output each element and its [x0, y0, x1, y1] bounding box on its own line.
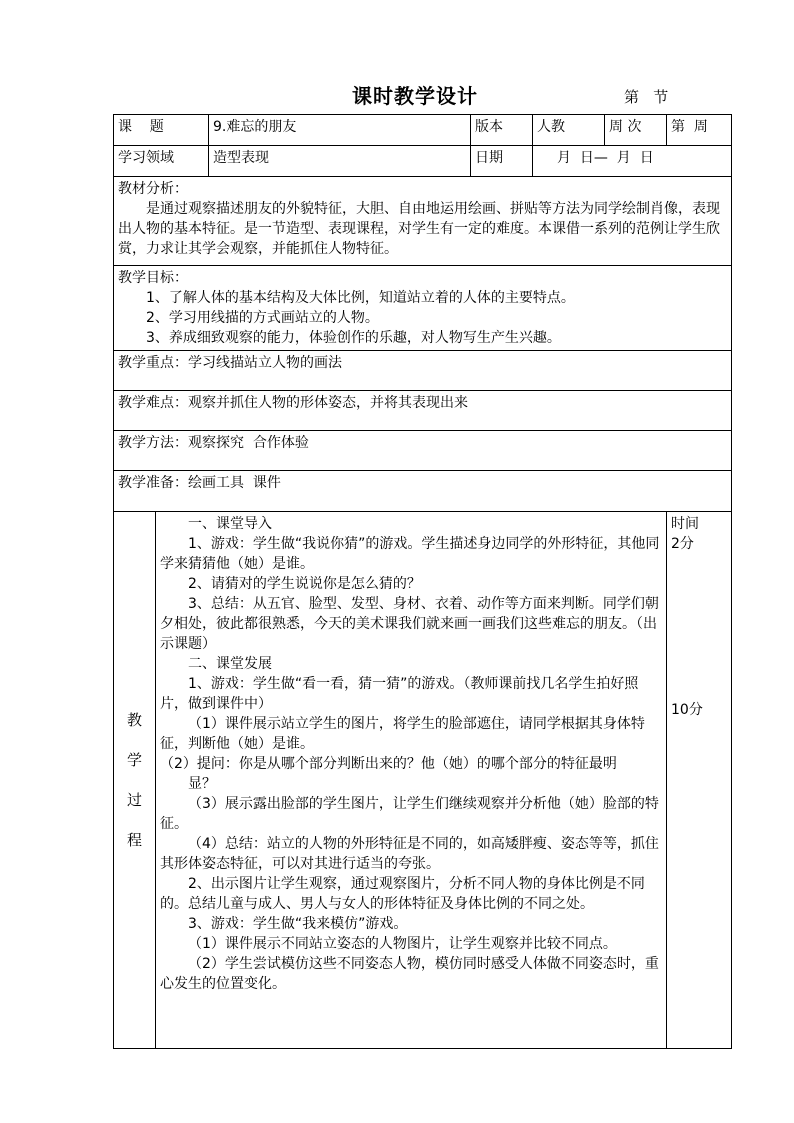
process-row	[114, 512, 732, 1049]
process-line: （2）学生尝试模仿这些不同姿态人物，模仿同时感受人体做不同姿态时，重心发生的位置变化。	[160, 956, 659, 992]
objective-item: 2、学习用线描的方式画站立的人物。	[146, 310, 379, 326]
time-value-1: 2分	[671, 536, 694, 552]
objectives-heading: 教学目标：	[118, 270, 188, 286]
process-label-char: 教	[126, 711, 142, 729]
analysis-row	[114, 177, 732, 266]
version-label: 版本	[471, 115, 533, 146]
objective-item: 3、养成细致观察的能力，体验创作的乐趣，对人物写生产生兴趣。	[146, 330, 561, 346]
key-point: 教学重点：学习线描站立人物的画法	[114, 351, 732, 391]
process-label	[114, 512, 156, 1049]
process-label-char: 学	[126, 751, 142, 769]
analysis-heading: 教材分析：	[118, 181, 188, 197]
process-line: 2、出示图片让学生观察，通过观察图片，分析不同人物的身体比例是不同的。总结儿童与成人、男人与女人的形体特征及身体比例的不同之处。	[160, 876, 645, 912]
process-line: 1、游戏：学生做“我说你猜”的游戏。学生描述身边同学的外形特征，其他同学来猜猜他（她）是谁。	[160, 536, 660, 572]
analysis-text: 是通过观察描述朋友的外貌特征，大胆、自由地运用绘画、拼贴等方法为同学绘制肖像，表现出人物的基本特征。是一节造型、表现课程，对学生有一定的难度。本课借一系列的范例让学生欣赏，力求让其学会观察，并能抓住人物特征。	[118, 201, 720, 257]
objective-item: 1、了解人体的基本结构及大体比例，知道站立着的人体的主要特点。	[146, 290, 575, 306]
process-line: 显？	[188, 776, 216, 792]
topic-label: 课 题	[114, 115, 209, 146]
date-value: 月 日— 月 日	[533, 146, 732, 177]
preparation-row	[114, 471, 732, 512]
key-point-row	[114, 351, 732, 391]
process-line: （1）课件展示不同站立姿态的人物图片，让学生观察并比较不同点。	[188, 936, 617, 952]
time-header: 时间	[671, 516, 699, 532]
version-value: 人教	[533, 115, 605, 146]
domain-label: 学习领域	[114, 146, 209, 177]
time-value-2: 10分	[671, 702, 703, 718]
process-line: 2、请猜对的学生说说你是怎么猜的？	[188, 576, 421, 592]
process-line: 二、课堂发展	[188, 656, 272, 672]
document-title: 课时教学设计	[352, 84, 478, 108]
process-line: （3）展示露出脸部的学生图片，让学生们继续观察并分析他（她）脸部的特征。	[160, 796, 659, 832]
process-line: （2）提问：你是从哪个部分判断出来的？他（她）的哪个部分的特征最明	[160, 756, 617, 772]
process-line: （4）总结：站立的人物的外形特征是不同的，如高矮胖瘦、姿态等等，抓住其形体姿态特征，可以对其进行适当的夸张。	[160, 836, 659, 872]
time-column	[667, 512, 732, 1049]
method-row	[114, 431, 732, 471]
week-value: 第 周	[667, 115, 732, 146]
process-line: 一、课堂导入	[188, 516, 272, 532]
lesson-plan-table	[113, 114, 732, 1049]
process-line: 3、游戏：学生做“我来模仿”游戏。	[188, 916, 408, 932]
preparation: 教学准备：绘画工具 课件	[114, 471, 732, 512]
process-line: 1、游戏：学生做“看一看，猜一猜”的游戏。（教师课前找几名学生拍好照片，做到课件中）	[160, 676, 639, 712]
section-label: 第 节	[624, 88, 669, 106]
topic-row	[114, 115, 732, 146]
method: 教学方法：观察探究 合作体验	[114, 431, 732, 471]
process-label-char: 过	[126, 791, 142, 809]
difficulty-row	[114, 391, 732, 431]
topic-value: 9.难忘的朋友	[209, 115, 471, 146]
process-content	[156, 512, 667, 1049]
process-line: （1）课件展示站立学生的图片，将学生的脸部遮住，请同学根据其身体特征，判断他（她）是谁。	[160, 716, 645, 752]
process-line: 3、总结：从五官、脸型、发型、身材、衣着、动作等方面来判断。同学们朝夕相处，彼此都很熟悉，今天的美术课我们就来画一画我们这些难忘的朋友。（出示课题）	[160, 596, 659, 652]
objectives-row	[114, 266, 732, 351]
date-label: 日期	[471, 146, 533, 177]
difficulty: 教学难点：观察并抓住人物的形体姿态，并将其表现出来	[114, 391, 732, 431]
process-label-char: 程	[126, 831, 142, 849]
domain-row	[114, 146, 732, 177]
week-label: 周 次	[605, 115, 667, 146]
domain-value: 造型表现	[209, 146, 471, 177]
